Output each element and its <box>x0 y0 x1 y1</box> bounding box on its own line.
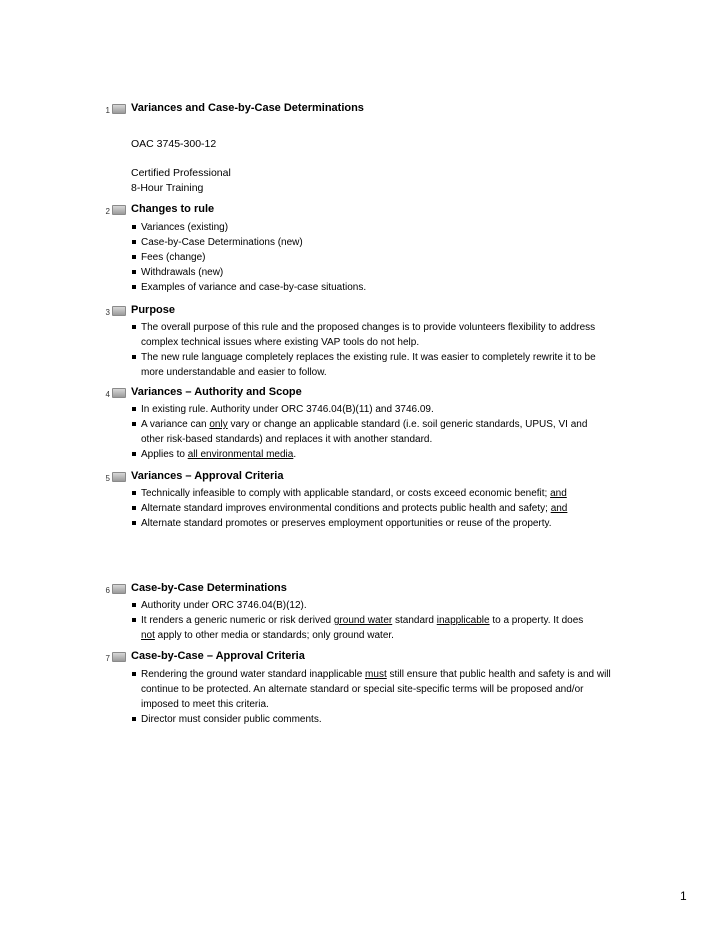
slide-number: 2 <box>105 207 110 216</box>
underlined-text: and <box>550 503 568 514</box>
slide-number: 3 <box>105 308 110 317</box>
slide-thumbnail-icon <box>112 388 126 398</box>
slide-thumbnail-icon <box>112 472 126 482</box>
bullet-list <box>131 402 601 462</box>
text-span: standard <box>392 615 437 626</box>
list-item: The overall purpose of this rule and the proposed changes is to provide volunteers flexibility to address complex technical issues where existing VAP tools do not help. <box>131 320 616 350</box>
subtitle-line: OAC 3745-300-12 <box>131 138 217 150</box>
list-item: Director must consider public comments. <box>131 712 611 727</box>
slide-title: Variances – Authority and Scope <box>131 386 302 398</box>
text-span: to a property. It does <box>489 615 584 626</box>
slide-title: Purpose <box>131 304 176 316</box>
list-item <box>131 447 601 462</box>
list-item <box>131 417 601 447</box>
underlined-text: inapplicable <box>436 615 490 626</box>
list-item <box>131 501 596 516</box>
bullet-list <box>131 220 631 295</box>
slide-title: Case-by-Case Determinations <box>131 582 287 594</box>
text-span: Applies to <box>141 449 188 460</box>
text-span: still ensure that public health and safety is and will continue to be protected. An alternate standard or special site-specific terms will be proposed and/or imposed to meet this criteria. <box>141 669 611 710</box>
underlined-text: only <box>209 419 228 430</box>
list-item: The new rule language completely replaces the existing rule. It was easier to completely rewrite it to be more understandable and easier to follow. <box>131 350 616 380</box>
bullet-list <box>131 667 611 727</box>
list-item: Authority under ORC 3746.04(B)(12). <box>131 598 591 613</box>
slide-thumbnail-icon <box>112 584 126 594</box>
slide-title: Case-by-Case – Approval Criteria <box>131 650 305 662</box>
list-item: Case-by-Case Determinations (new) <box>131 235 631 250</box>
slide-number: 6 <box>105 586 110 595</box>
text-span: vary or change an applicable standard (i.e. soil generic standards, UPUS, VI and other risk-based standards) and replaces it with another standard. <box>141 419 588 445</box>
list-item <box>131 613 591 643</box>
underlined-text: not <box>141 630 155 641</box>
slide-number: 7 <box>105 654 110 663</box>
text-span: Alternate standard improves environmental conditions and protects public health and safety; <box>141 503 551 514</box>
list-item <box>131 486 626 501</box>
text-span: apply to other media or standards; only ground water. <box>154 630 394 641</box>
bullet-list <box>131 598 591 643</box>
list-item: Withdrawals (new) <box>131 265 631 280</box>
subtitle-line: Certified Professional <box>131 167 231 179</box>
list-item <box>131 667 611 712</box>
text-span: Technically infeasible to comply with applicable standard, or costs exceed economic benefit; <box>141 488 551 499</box>
slide-title: Changes to rule <box>131 203 215 215</box>
underlined-text: must <box>365 669 387 680</box>
slide-title: Variances – Approval Criteria <box>131 470 284 482</box>
slide-number: 4 <box>105 390 110 399</box>
text-span: Rendering the ground water standard inapplicable <box>141 669 366 680</box>
slide-thumbnail-icon <box>112 104 126 114</box>
slide-number: 1 <box>105 106 110 115</box>
list-item: Fees (change) <box>131 250 631 265</box>
slide-thumbnail-icon <box>112 205 126 215</box>
text-span: It renders a generic numeric or risk derived <box>141 615 334 626</box>
slide-thumbnail-icon <box>112 652 126 662</box>
slide-number: 5 <box>105 474 110 483</box>
list-item: Alternate standard promotes or preserves employment opportunities or reuse of the property. <box>131 516 596 531</box>
underlined-text: all environmental media <box>187 449 294 460</box>
bullet-list <box>131 320 616 380</box>
underlined-text: ground water <box>333 615 393 626</box>
slide-title: Variances and Case-by-Case Determinations <box>131 102 364 114</box>
list-item: Variances (existing) <box>131 220 631 235</box>
list-item: In existing rule. Authority under ORC 3746.04(B)(11) and 3746.09. <box>131 402 601 417</box>
page-number: 1 <box>680 889 687 903</box>
text-span: A variance can <box>141 419 210 430</box>
bullet-list <box>131 486 626 531</box>
list-item: Examples of variance and case-by-case situations. <box>131 280 631 295</box>
underlined-text: and <box>550 488 567 499</box>
text-span: . <box>293 449 297 460</box>
slide-thumbnail-icon <box>112 306 126 316</box>
subtitle-line: 8-Hour Training <box>131 182 204 194</box>
